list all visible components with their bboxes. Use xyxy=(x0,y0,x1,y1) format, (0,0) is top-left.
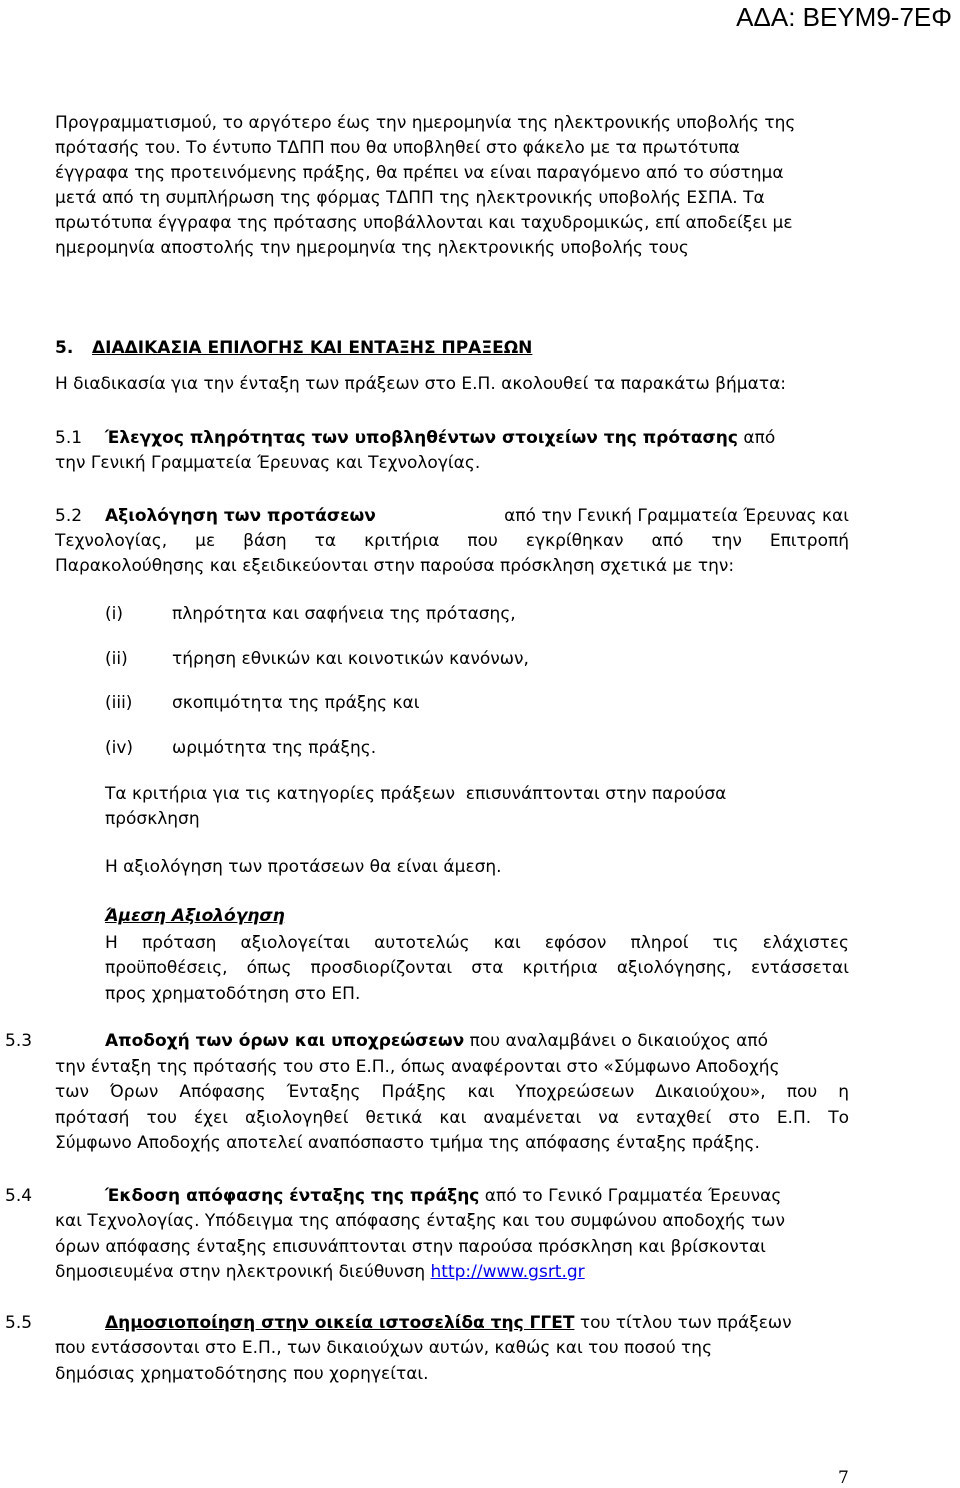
section-5-5-number: 5.5 xyxy=(5,1313,33,1333)
section-5-3-rest: που αναλαμβάνει ο δικαιούχος από xyxy=(464,1031,769,1051)
section-5-3-line-4: πρότασή του έχει αξιολογηθεί θετικά και αναμένεται να ενταχθεί στο Ε.Π. Το xyxy=(55,1108,849,1128)
section-5-3-title: Αποδοχή των όρων και υποχρεώσεων xyxy=(105,1031,465,1051)
section-5-4-number: 5.4 xyxy=(5,1186,33,1206)
section-5-4-rest: από το Γενικό Γραμματέα Έρευνας xyxy=(479,1186,782,1206)
criteria-item-4-text: ωριμότητα της πράξης. xyxy=(172,738,377,758)
section-5-1-heading xyxy=(105,428,775,448)
section-5-2-line-2: Τεχνολογίας, με βάση τα κριτήρια που εγκρίθηκαν από την Επιτροπή xyxy=(55,531,849,551)
section-5-1-title: Έλεγχος πληρότητας των υποβληθέντων στοιχείων της πρότασης xyxy=(105,428,738,448)
immediate-evaluation-note: Η αξιολόγηση των προτάσεων θα είναι άμεση. xyxy=(105,857,502,877)
direct-evaluation-line-3: προς χρηματοδότηση στο ΕΠ. xyxy=(105,984,361,1004)
section-5-4-title: Έκδοση απόφασης ένταξης της πράξης xyxy=(105,1186,480,1206)
criteria-item-2-number: (ii) xyxy=(105,649,128,669)
section-5-title: ΔΙΑΔΙΚΑΣΙΑ ΕΠΙΛΟΓΗΣ ΚΑΙ ΕΝΤΑΞΗΣ ΠΡΑΞΕΩΝ xyxy=(92,338,533,358)
criteria-note-line-1: Τα κριτήρια για τις κατηγορίες πράξεων επισυνάπτονται στην παρούσα xyxy=(105,784,727,804)
intro-line-6: ημερομηνία αποστολής την ημερομηνία της ηλεκτρονικής υποβολής τους xyxy=(55,238,689,258)
section-5-4-line-4-text: δημοσιευμένα στην ηλεκτρονική διεύθυνση xyxy=(55,1262,431,1282)
section-5-2-title: Αξιολόγηση των προτάσεων xyxy=(105,506,376,526)
section-5-5-rest: του τίτλου των πράξεων xyxy=(574,1313,792,1333)
section-5-3-line-5: Σύμφωνο Αποδοχής αποτελεί αναπόσπαστο τμήμα της απόφασης ένταξης πράξης. xyxy=(55,1133,760,1153)
ada-code: ΑΔΑ: ΒΕΥΜ9-7ΕΦ xyxy=(736,2,952,32)
direct-evaluation-title: Άμεση Αξιολόγηση xyxy=(105,906,285,926)
criteria-item-3-text: σκοπιμότητα της πράξης και xyxy=(172,693,420,713)
section-5-2-rest: από την Γενική Γραμματεία Έρευνας και xyxy=(498,506,849,526)
intro-line-5: πρωτότυπα έγγραφα της πρότασης υποβάλλονται και ταχυδρομικώς, επί αποδείξει με xyxy=(55,213,793,233)
intro-line-2: πρότασής του. Το έντυπο ΤΔΠΠ που θα υποβληθεί στο φάκελο με τα πρωτότυπα xyxy=(55,138,740,158)
intro-line-1: Προγραμματισμού, το αργότερο έως την ημερομηνία της ηλεκτρονικής υποβολής της xyxy=(55,113,796,133)
section-5-3-line-2: την ένταξη της πρότασής του στο Ε.Π., όπως αναφέρονται στο «Σύμφωνο Αποδοχής xyxy=(55,1057,780,1077)
intro-line-4: μετά από τη συμπλήρωση της φόρμας ΤΔΠΠ της ηλεκτρονικής υποβολής ΕΣΠΑ. Τα xyxy=(55,188,765,208)
section-5-4-line-4 xyxy=(55,1262,585,1282)
criteria-item-1-text: πληρότητα και σαφήνεια της πρότασης, xyxy=(172,604,516,624)
criteria-note-line-2: πρόσκληση xyxy=(105,809,200,829)
criteria-item-3-number: (iii) xyxy=(105,693,133,713)
section-5-2-heading xyxy=(105,506,849,526)
section-5-4-line-2: και Τεχνολογίας. Υπόδειγμα της απόφασης ένταξης και του συμφώνου αποδοχής των xyxy=(55,1211,785,1231)
section-5-number: 5. xyxy=(55,338,74,358)
section-5-1-number: 5.1 xyxy=(55,428,83,448)
section-5-1-line-2: την Γενική Γραμματεία Έρευνας και Τεχνολογίας. xyxy=(55,453,481,473)
section-5-4-heading xyxy=(105,1186,781,1206)
section-5-1-rest: από xyxy=(737,428,776,448)
criteria-item-1-number: (i) xyxy=(105,604,123,624)
criteria-item-2-text: τήρηση εθνικών και κοινοτικών κανόνων, xyxy=(172,649,529,669)
gsrt-link[interactable]: http://www.gsrt.gr xyxy=(430,1262,585,1282)
section-5-2-number: 5.2 xyxy=(55,506,83,526)
section-5-3-number: 5.3 xyxy=(5,1031,33,1051)
section-5-5-heading xyxy=(105,1313,792,1333)
section-5-5-line-3: δημόσιας χρηματοδότησης που χορηγείται. xyxy=(55,1364,429,1384)
direct-evaluation-line-1: Η πρόταση αξιολογείται αυτοτελώς και εφόσον πληροί τις ελάχιστες xyxy=(105,933,849,953)
section-5-3-heading xyxy=(105,1031,768,1051)
section-5-5-title: Δημοσιοποίηση στην οικεία ιστοσελίδα της ΓΓΕΤ xyxy=(105,1313,575,1333)
section-5-2-line-3: Παρακολούθησης και εξειδικεύονται στην παρούσα πρόσκληση σχετικά με την: xyxy=(55,556,735,576)
section-5-5-line-2: που εντάσσονται στο Ε.Π., των δικαιούχων αυτών, καθώς και του ποσού της xyxy=(55,1338,713,1358)
section-5-3-line-3: των Όρων Απόφασης Ένταξης Πράξης και Υποχρεώσεων Δικαιούχου», που η xyxy=(55,1082,849,1102)
criteria-item-4-number: (iv) xyxy=(105,738,134,758)
section-5-4-line-3: όρων απόφασης ένταξης επισυνάπτονται στην παρούσα πρόσκληση και βρίσκονται xyxy=(55,1237,766,1257)
section-5-intro: Η διαδικασία για την ένταξη των πράξεων στο Ε.Π. ακολουθεί τα παρακάτω βήματα: xyxy=(55,374,786,394)
intro-line-3: έγγραφα της προτεινόμενης πράξης, θα πρέπει να είναι παραγόμενο από το σύστημα xyxy=(55,163,784,183)
page-number: 7 xyxy=(838,1468,849,1488)
direct-evaluation-line-2: προϋποθέσεις, όπως προσδιορίζονται στα κριτήρια αξιολόγησης, εντάσσεται xyxy=(105,958,849,978)
